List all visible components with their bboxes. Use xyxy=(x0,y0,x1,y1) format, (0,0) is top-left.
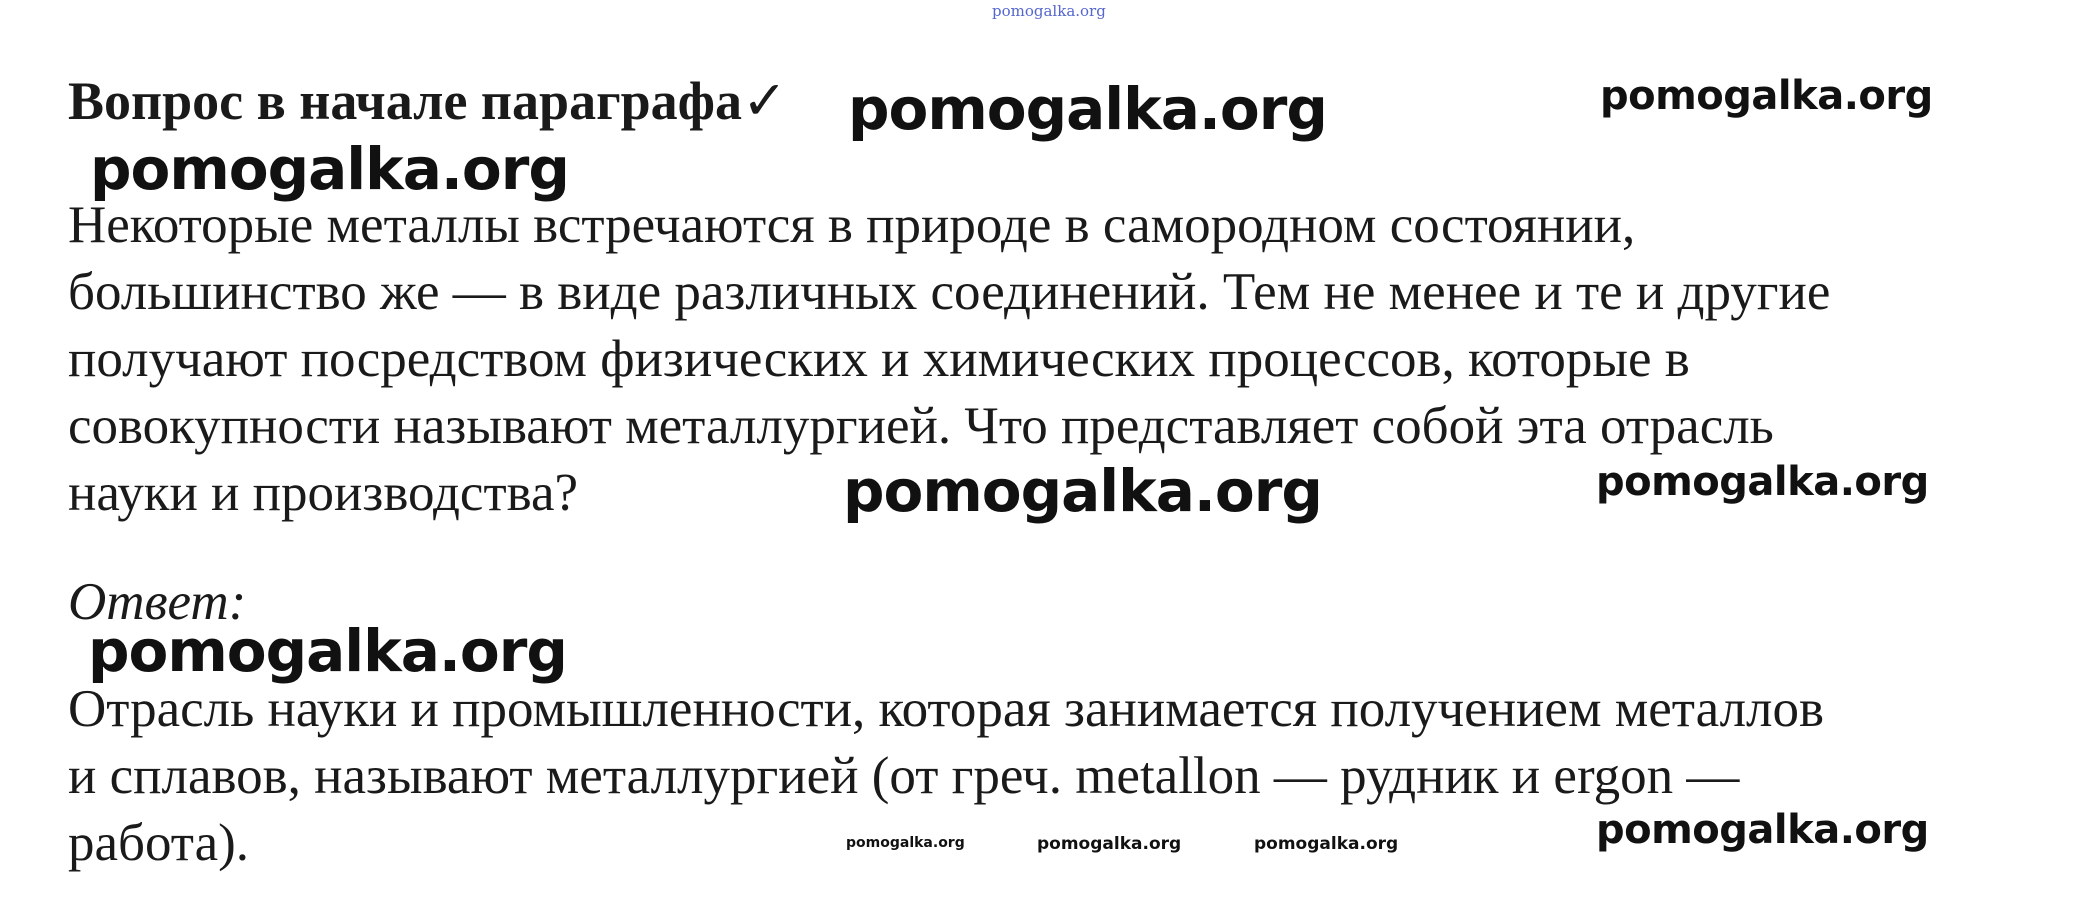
check-mark-icon: ✓ xyxy=(742,69,788,132)
watermark: pomogalka.org xyxy=(1254,834,1399,854)
question-line: большинство же — в виде различных соединений. Тем не менее и те и другие xyxy=(68,263,1831,321)
answer-line: и сплавов, называют металлургией (от греч. metallon — рудник и ergon — xyxy=(68,747,1740,805)
question-line: науки и производства? xyxy=(68,464,578,522)
watermark: pomogalka.org xyxy=(1600,73,1933,119)
watermark: pomogalka.org xyxy=(846,835,965,851)
answer-line: работа). xyxy=(68,814,250,872)
watermark: pomogalka.org xyxy=(1596,459,1929,505)
watermark: pomogalka.org xyxy=(90,135,569,203)
watermark: pomogalka.org xyxy=(848,75,1327,143)
watermark: pomogalka.org xyxy=(843,457,1322,525)
question-line: Некоторые металлы встречаются в природе в самородном состоянии, xyxy=(68,196,1636,254)
watermark: pomogalka.org xyxy=(1596,807,1929,853)
watermark-top: pomogalka.org xyxy=(992,2,1106,20)
answer-label: Ответ: xyxy=(68,573,247,631)
watermark: pomogalka.org xyxy=(88,617,567,685)
question-line: совокупности называют металлургией. Что представляет собой эта отрасль xyxy=(68,397,1774,455)
question-line: получают посредством физических и химических процессов, которые в xyxy=(68,330,1690,388)
section-title xyxy=(68,69,788,132)
answer-line: Отрасль науки и промышленности, которая занимается получением металлов xyxy=(68,680,1825,738)
watermark: pomogalka.org xyxy=(1037,834,1182,854)
section-title-text: Вопрос в начале параграфа xyxy=(68,71,742,131)
